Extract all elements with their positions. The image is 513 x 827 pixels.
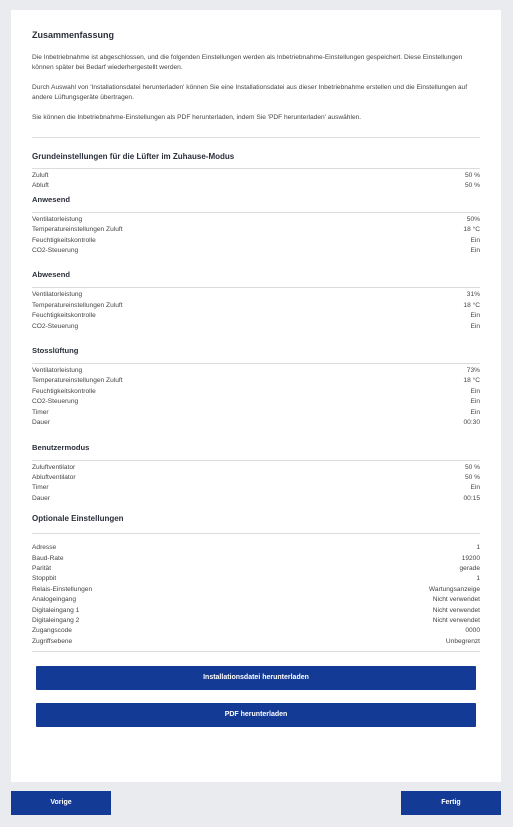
table-row: Temperatureinstellungen Zuluft 18 °C [32, 226, 480, 234]
table-row: CO2-Steuerung Ein [32, 398, 480, 406]
section-title-benutzer: Benutzermodus [32, 442, 90, 452]
table-row: Baud-Rate 19200 [32, 554, 480, 562]
stoss-settings [32, 363, 480, 428]
anwesend-settings [32, 212, 480, 257]
page-title: Zusammenfassung [32, 30, 115, 40]
table-row: Feuchtigkeitskontrolle Ein [32, 387, 480, 395]
intro-paragraph: Sie können die Inbetriebnahme-Einstellungen als PDF herunterladen, indem Sie 'PDF herunterladen' auswählen. [32, 114, 362, 121]
intro-paragraph: Durch Auswahl von 'Installationsdatei herunterladen' können Sie eine Installationsdatei aus dieser Inbetriebnahme erstellen und die Einstellungen auf andere Lüftungsgeräte übertragen. [32, 84, 468, 101]
section-title-anwesend: Anwesend [32, 194, 70, 204]
download-install-file-button[interactable]: Installationsdatei herunterladen [36, 666, 476, 690]
section-title-base: Grundeinstellungen für die Lüfter im Zuhause-Modus [32, 152, 235, 161]
table-row: Timer Ein [32, 408, 480, 416]
table-row: Adresse 1 [32, 544, 480, 552]
summary-card [11, 10, 501, 782]
table-row: Ventilatorleistung 31% [32, 291, 480, 299]
table-row: Stoppbit 1 [32, 575, 480, 583]
table-row: Abluft 50 % [32, 182, 480, 190]
abwesend-settings [32, 287, 480, 332]
table-row: CO2-Steuerung Ein [32, 322, 480, 330]
table-row: Ventilatorleistung 73% [32, 367, 480, 375]
section-title-abwesend: Abwesend [32, 270, 70, 280]
table-row: Digitaleingang 1 Nicht verwendet [32, 606, 480, 614]
finish-button[interactable]: Fertig [401, 791, 501, 815]
table-row: Zugriffsebene Unbegrenzt [32, 637, 480, 645]
table-row: Analogeingang Nicht verwendet [32, 596, 480, 604]
table-row: Abluftventilator 50 % [32, 473, 480, 481]
table-row: Zugangscode 0000 [32, 627, 480, 635]
optional-settings [32, 533, 480, 652]
download-pdf-button[interactable]: PDF herunterladen [36, 703, 476, 727]
table-row: Dauer 00:30 [32, 419, 480, 427]
table-row: Feuchtigkeitskontrolle Ein [32, 236, 480, 244]
table-row: Ventilatorleistung 50% [32, 215, 480, 223]
back-button[interactable]: Vorige [11, 791, 111, 815]
table-row: Zuluftventilator 50 % [32, 463, 480, 471]
table-row: Timer Ein [32, 484, 480, 492]
table-row: Parität gerade [32, 564, 480, 572]
benutzer-settings [32, 460, 480, 505]
section-title-optional: Optionale Einstellungen [32, 514, 124, 524]
intro-paragraph: Die Inbetriebnahme ist abgeschlossen, und die folgenden Einstellungen werden als Inbetriebnahme-Einstellungen gespeichert. Diese Einstellungen können später bei Bedarf wiederhergestellt werden. [32, 54, 463, 71]
table-row: Digitaleingang 2 Nicht verwendet [32, 616, 480, 624]
table-row: Dauer 00:15 [32, 494, 480, 502]
section-title-stoss: Stosslüftung [32, 346, 79, 356]
table-row: Feuchtigkeitskontrolle Ein [32, 312, 480, 320]
table-row: CO2-Steuerung Ein [32, 247, 480, 255]
table-row: Temperatureinstellungen Zuluft 18 °C [32, 377, 480, 385]
table-row: Relais-Einstellungen Wartungsanzeige [32, 585, 480, 593]
table-row: Zuluft 50 % [32, 172, 480, 179]
intro-text [32, 53, 480, 138]
table-row: Temperatureinstellungen Zuluft 18 °C [32, 301, 480, 309]
base-settings [32, 168, 480, 192]
